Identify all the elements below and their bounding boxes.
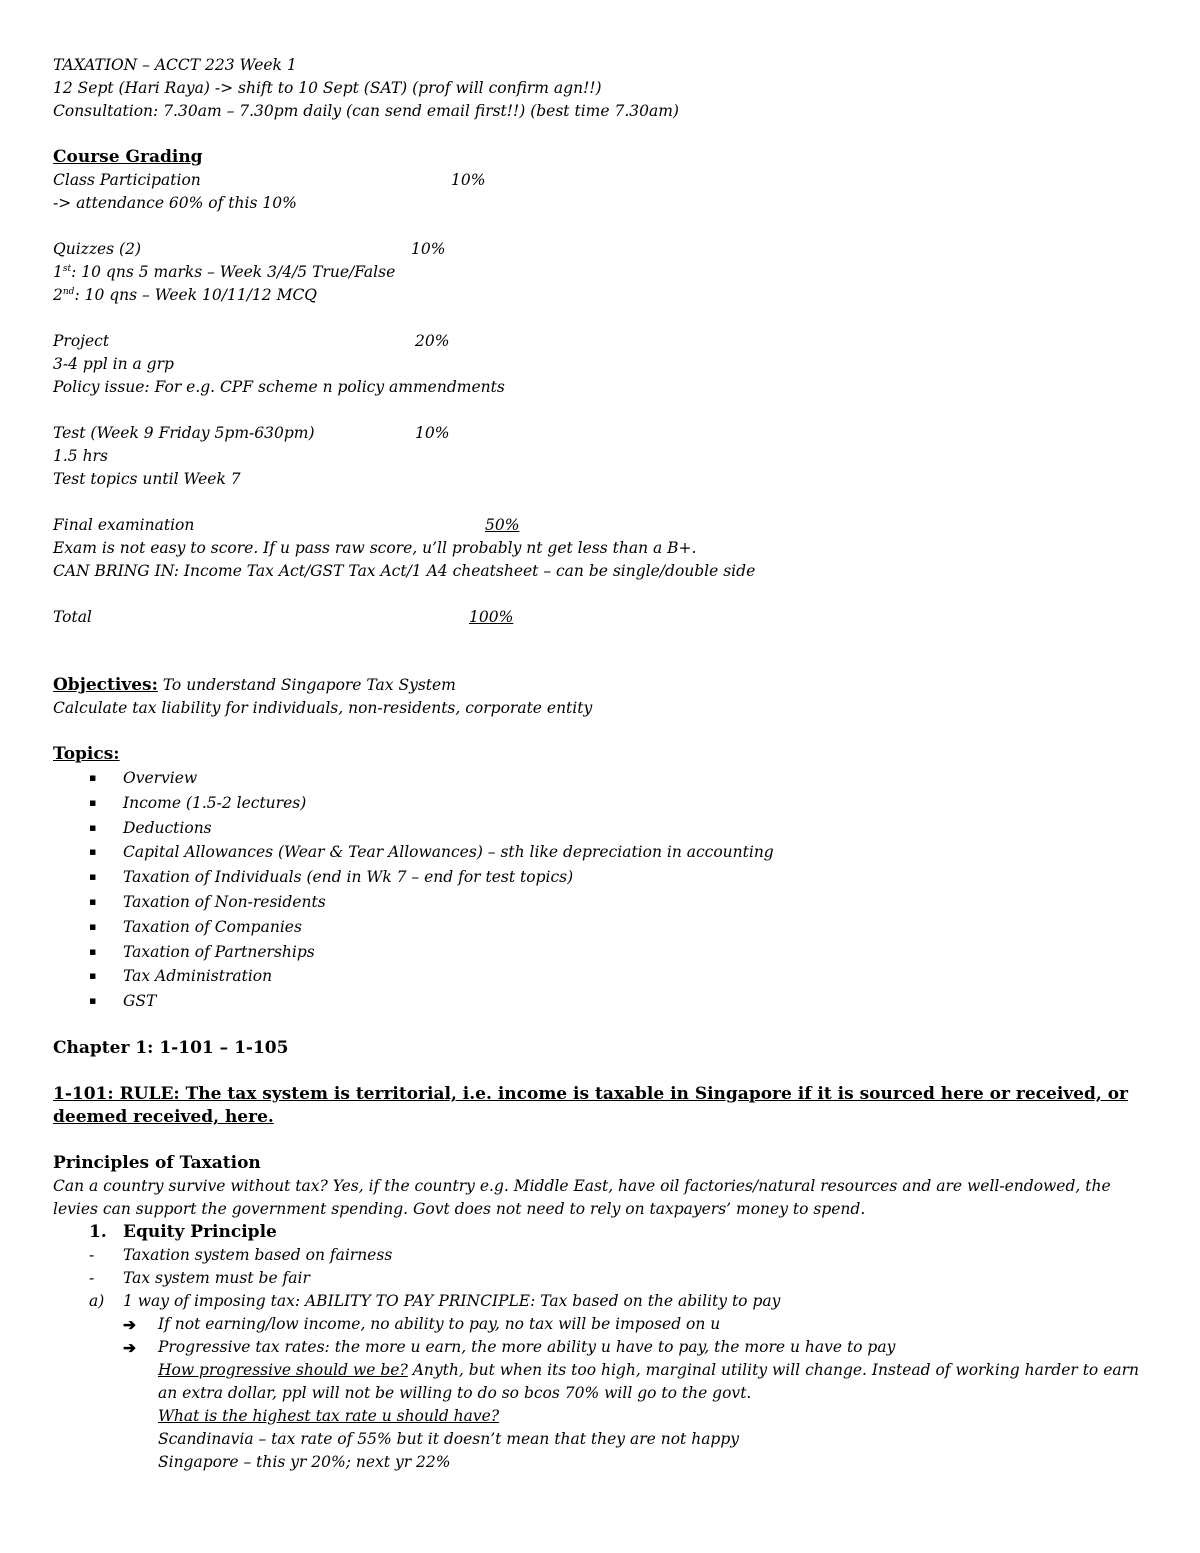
territorial-rule: 1-101: RULE: The tax system is territorial, i.e. income is taxable in Singapore if it is sourced here or received, or deemed received, here. (53, 1083, 1128, 1127)
equity-point-1: - Taxation system based on fairness (89, 1245, 393, 1264)
arrow-icon: ➔ (123, 1314, 136, 1334)
topic-item: ▪ Overview (53, 766, 1153, 791)
class-participation-row (53, 169, 1153, 192)
objectives-label: Objectives: (53, 675, 158, 695)
topics-heading: Topics: (53, 744, 120, 764)
topic-item: ▪ Taxation of Companies (53, 915, 1153, 940)
quiz1-note: 1st: 10 qns 5 marks – Week 3/4/5 True/False (53, 263, 396, 281)
cp-pct: 10% (451, 171, 486, 189)
test-pct: 10% (415, 424, 450, 442)
consultation-note: Consultation: 7.30am – 7.30pm daily (can send email first!!) (best time 7.30am) (53, 102, 679, 120)
test-row (53, 422, 1153, 445)
arrow-icon: ➔ (123, 1337, 136, 1357)
course-grading-heading: Course Grading (53, 147, 203, 167)
final-note-2: CAN BRING IN: Income Tax Act/GST Tax Act/1 A4 cheatsheet – can be single/double side (53, 562, 756, 580)
topic-item: ▪ Taxation of Partnerships (53, 940, 1153, 965)
document-page (53, 54, 1153, 1474)
quiz2-note: 2nd: 10 qns – Week 10/11/12 MCQ (53, 286, 318, 304)
total-row (53, 606, 1153, 629)
highest-rate-question: What is the highest tax rate u should have? (158, 1406, 500, 1425)
objectives-line: Objectives: To understand Singapore Tax System (53, 675, 456, 695)
equity-point-2: - Tax system must be fair (89, 1268, 310, 1287)
quiz-pct: 10% (411, 240, 446, 258)
singapore-note: Singapore – this yr 20%; next yr 22% (158, 1452, 451, 1471)
chapter-heading: Chapter 1: 1-101 – 1-105 (53, 1037, 289, 1058)
topic-item: ▪ GST (53, 989, 1153, 1014)
project-note-2: Policy issue: For e.g. CPF scheme n policy ammendments (53, 378, 505, 396)
progressive-question: How progressive should we be? Anyth, but when its too high, marginal utility will change. Instead of working harder to earn an extra dollar, ppl will not be willing to do so bcos 70% will go to the govt. (158, 1360, 1139, 1402)
arrow-point-1: ➔ If not earning/low income, no ability to pay, no tax will be imposed on u (123, 1314, 721, 1334)
final-pct: 50% (485, 516, 520, 534)
topic-item: ▪ Income (1.5-2 lectures) (53, 791, 1153, 816)
total-pct: 100% (469, 608, 514, 626)
topic-item: ▪ Taxation of Non-residents (53, 890, 1153, 915)
topic-item: ▪ Capital Allowances (Wear & Tear Allowances) – sth like depreciation in accounting (53, 840, 1153, 865)
scandinavia-note: Scandinavia – tax rate of 55% but it doesn’t mean that they are not happy (158, 1429, 740, 1448)
quiz-label: Quizzes (2) (53, 240, 141, 258)
cp-label: Class Participation (53, 171, 201, 189)
doc-title: TAXATION – ACCT 223 Week 1 (53, 56, 297, 74)
project-note-1: 3-4 ppl in a grp (53, 355, 174, 373)
final-label: Final examination (53, 516, 195, 534)
principles-heading: Principles of Taxation (53, 1152, 261, 1173)
total-label: Total (53, 608, 92, 626)
project-pct: 20% (415, 332, 450, 350)
final-exam-row (53, 514, 1153, 537)
project-row (53, 330, 1153, 353)
principles-intro: Can a country survive without tax? Yes, if the country e.g. Middle East, have oil factories/natural resources and are well-endowed, the levies can support the government spending. Govt does not need to rely on taxpayers’ money to spend. (53, 1176, 1111, 1218)
quizzes-row (53, 238, 1153, 261)
topics-list (53, 766, 1153, 1014)
test-note-2: Test topics until Week 7 (53, 470, 241, 488)
test-label: Test (Week 9 Friday 5pm-630pm) (53, 424, 315, 442)
equity-principle-heading: 1. Equity Principle (89, 1221, 277, 1242)
topic-item: ▪ Taxation of Individuals (end in Wk 7 – end for test topics) (53, 865, 1153, 890)
arrow-point-2: ➔ Progressive tax rates: the more u earn, the more ability u have to pay, the more u have to pay (123, 1337, 896, 1357)
topic-item: ▪ Tax Administration (53, 964, 1153, 989)
final-note-1: Exam is not easy to score. If u pass raw score, u’ll probably nt get less than a B+. (53, 539, 697, 557)
ability-to-pay-point: a) 1 way of imposing tax: ABILITY TO PAY PRINCIPLE: Tax based on the ability to pay (89, 1291, 781, 1310)
test-note-1: 1.5 hrs (53, 447, 108, 465)
topic-item: ▪ Deductions (53, 816, 1153, 841)
objectives-line-2: Calculate tax liability for individuals, non-residents, corporate entity (53, 699, 593, 717)
cp-note: -> attendance 60% of this 10% (53, 194, 297, 212)
project-label: Project (53, 332, 110, 350)
hari-raya-note: 12 Sept (Hari Raya) -> shift to 10 Sept (SAT) (prof will confirm agn!!) (53, 79, 602, 97)
